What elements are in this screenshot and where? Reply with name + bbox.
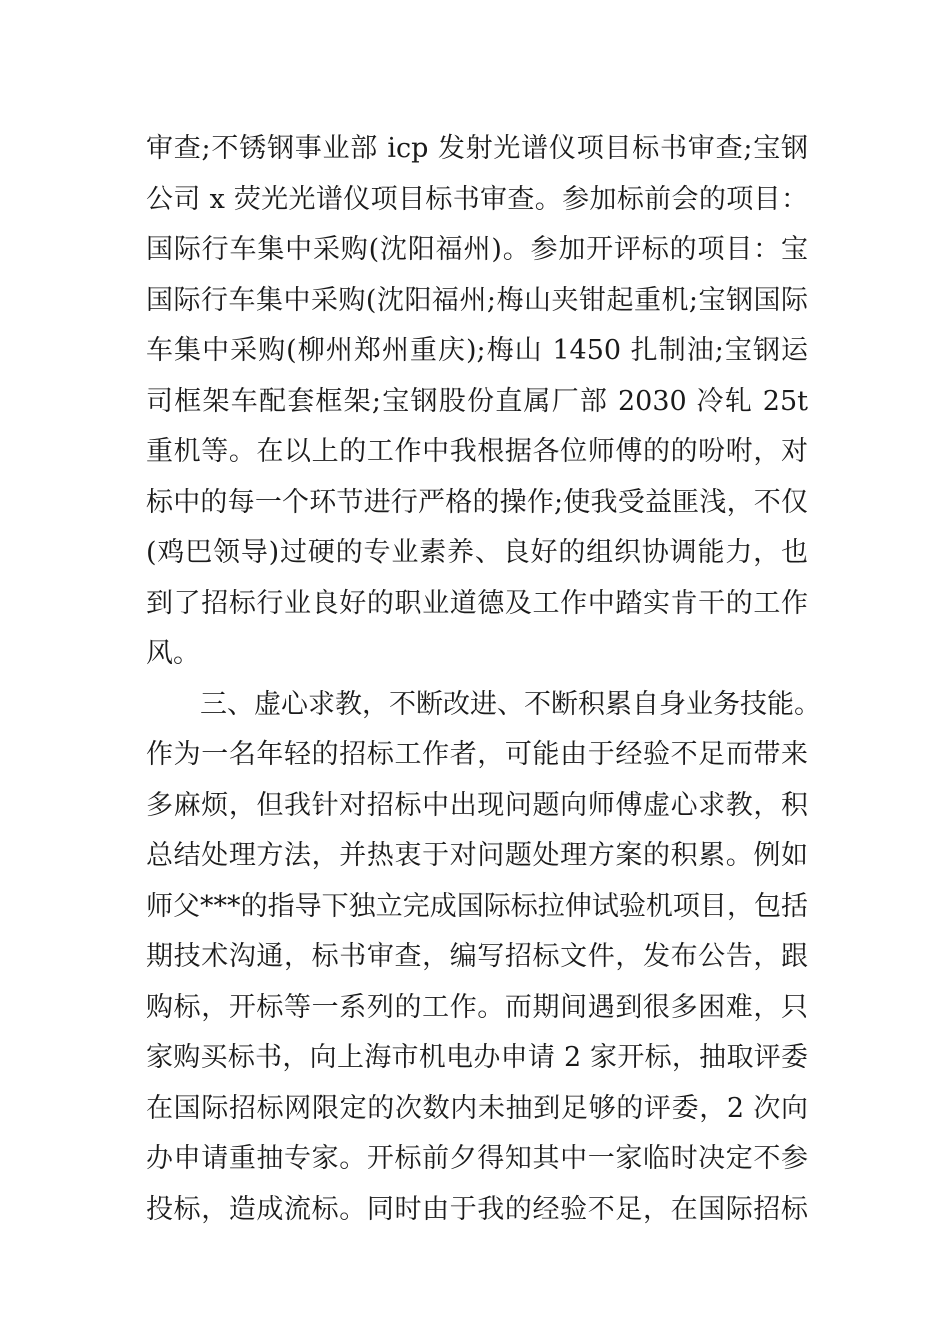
text-line: 办申请重抽专家。开标前夕得知其中一家临时决定不参	[146, 1143, 808, 1174]
text-line: 风。	[146, 638, 200, 669]
text-line: 师父***的指导下独立完成国际标拉伸试验机项目，包括	[146, 890, 808, 922]
text-line: 国际行车集中采购(沈阳福州;梅山夹钳起重机;宝钢国际	[146, 284, 808, 316]
text-line: 司框架车配套框架;宝钢股份直属厂部 2030 冷轧 25t	[146, 385, 808, 417]
document-body	[146, 124, 821, 1235]
text-line: 审查;不锈钢事业部 icp 发射光谱仪项目标书审查;宝钢	[146, 133, 808, 164]
text-line: 期技术沟通，标书审查，编写招标文件，发布公告，跟	[146, 941, 808, 972]
text-line: 作为一名年轻的招标工作者，可能由于经验不足而带来	[146, 739, 808, 770]
text-line: 家购买标书，向上海市机电办申请 2 家开标，抽取评委	[146, 1042, 808, 1073]
text-line: 总结处理方法，并热衷于对问题处理方案的积累。例如	[146, 840, 808, 871]
section-heading: 三、虚心求教，不断改进、不断积累自身业务技能。	[200, 688, 821, 720]
text-line: 到了招标行业良好的职业道德及工作中踏实肯干的工作	[146, 587, 808, 619]
text-line: 标中的每一个环节进行严格的操作;使我受益匪浅，不仅	[146, 486, 808, 518]
text-line: 车集中采购(柳州郑州重庆);梅山 1450 扎制油;宝钢运	[146, 335, 808, 366]
text-line: 在国际招标网限定的次数内未抽到足够的评委，2 次向	[146, 1092, 808, 1124]
text-line: 重机等。在以上的工作中我根据各位师傅的的吩咐，对	[146, 436, 808, 467]
text-line: 多麻烦，但我针对招标中出现问题向师傅虚心求教，积	[146, 789, 808, 821]
text-line: 国际行车集中采购(沈阳福州)。参加开评标的项目：宝	[146, 234, 808, 265]
text-line: 投标，造成流标。同时由于我的经验不足，在国际招标	[146, 1193, 808, 1225]
text-line: (鸡巴领导)过硬的专业素养、良好的组织协调能力，也	[146, 537, 808, 568]
text-line: 公司 x 荧光光谱仪项目标书审查。参加标前会的项目：	[146, 183, 808, 215]
text-line: 购标，开标等一系列的工作。而期间遇到很多困难，只	[146, 991, 808, 1023]
